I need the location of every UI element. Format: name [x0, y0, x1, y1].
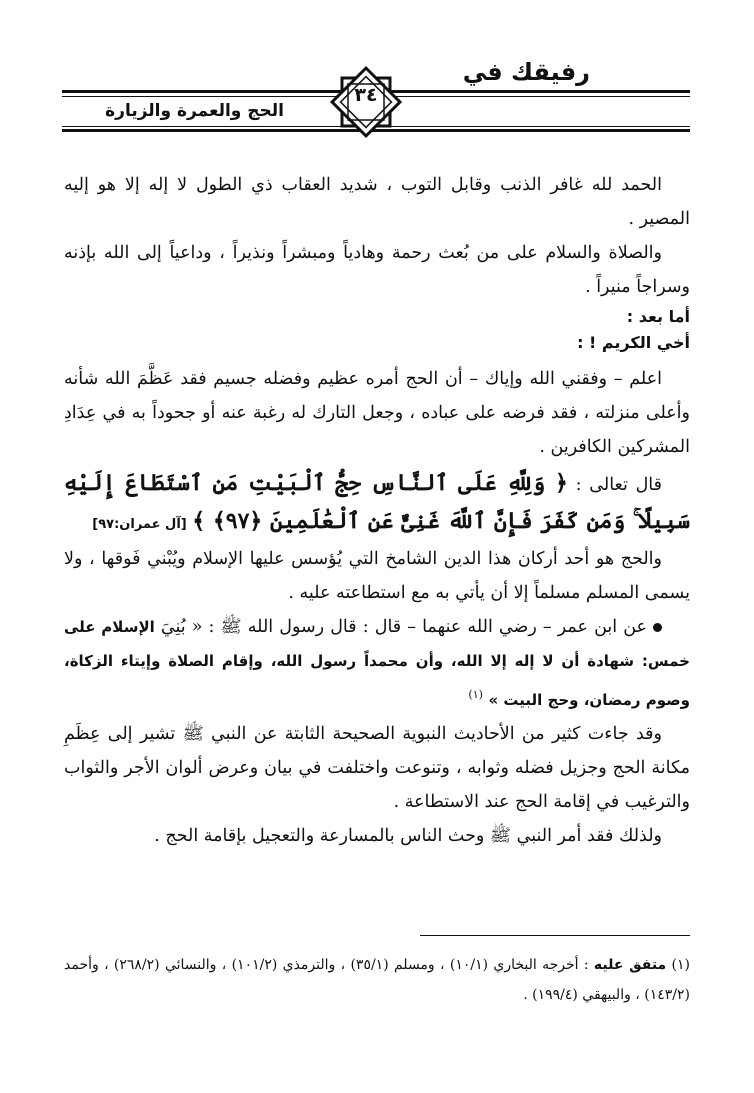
paragraph: اعلم – وفقني الله وإياك – أن الحج أمره عظيم وفضله جسيم فقد عَظَّمَ الله شأنه وأعلى منزلته ، فقد فرضه على عباده ، وجعل التارك له رغبة عنه أو جحوداً به في عِدَادِ المشركين الكافرين .	[64, 369, 690, 457]
section-heading: أخي الكريم ! :	[577, 333, 690, 352]
footnote	[64, 950, 690, 1010]
page-number-badge	[328, 64, 404, 140]
paragraph: ولذلك فقد أمر النبي ﷺ وحث الناس بالمسارعة والتعجيل بإقامة الحج .	[154, 825, 662, 846]
paragraph: وقد جاءت كثير من الأحاديث النبوية الصحيحة الثابتة عن النبي ﷺ تشير إلى عِظَمِ مكانة الحج وجزيل فضله وثوابه ، وتنوعت واختلفت في بيان وعرض ألوان الأجر والثواب والترغيب في إقامة الحج عند الاستطاعة .	[64, 723, 690, 812]
footnote-label: متفق عليه	[593, 957, 667, 973]
footnote-separator	[420, 935, 690, 936]
paragraph: والحج هو أحد أركان هذا الدين الشامخ التي يُؤسس عليها الإسلام ويُبْني فَوقها ، ولا يسمى المسلم مسلماً إلا أن يأتي به مع استطاعته عليه .	[64, 549, 690, 603]
verse-intro: قال تعالى :	[575, 475, 662, 495]
bullet-icon	[653, 623, 662, 632]
page-number: ٣٤	[354, 84, 378, 106]
section-heading: أما بعد :	[626, 307, 690, 326]
footnote-text: : أخرجه البخاري (١٠/١) ، ومسلم (٣٥/١) ، والترمذي (١٠١/٢) ، والنسائي (٢٦٨/٢) ، وأحمد (١٤٣/٢) ، والبيهقي (١٩٩/٤) .	[64, 957, 690, 1003]
footnote-marker: (١)	[468, 688, 483, 701]
verse-text: ﴿ وَلِلَّهِ عَلَى ٱلنَّاسِ حِجُّ ٱلْبَيْتِ مَنِ ٱسْتَطَاعَ إِلَيْهِ سَبِيلًا ۚ وَمَن كَفَرَ فَإِنَّ ٱللَّهَ غَنِىٌّ عَنِ ٱلْعَٰلَمِينَ ﴿٩٧﴾ ﴾	[64, 470, 690, 534]
paragraph: الحمد لله غافر الذنب وقابل التوب ، شديد العقاب ذي الطول لا إله إلا هو إليه المصير .	[64, 175, 690, 229]
verse-reference: [آل عمران:٩٧]	[92, 517, 187, 532]
footnotes	[64, 950, 690, 1010]
running-header-title: رفيقك في	[462, 58, 590, 86]
main-text	[64, 168, 690, 853]
hadith-intro: عن ابن عمر – رضي الله عنهما – قال : قال رسول الله ﷺ : « بُنِيَ	[160, 617, 647, 637]
quran-verse	[64, 464, 690, 542]
hadith-paragraph	[64, 610, 690, 717]
running-header-subtitle: الحج والعمرة والزيارة	[105, 101, 284, 121]
hadith-text: الإسلام على خمس: شهادة أن لا إله إلا الله، وأن محمداً رسول الله، وإقام الصلاة وإيتاء الزكاة، وصوم رمضان، وحج البيت »	[64, 618, 690, 709]
footnote-number: (١)	[671, 957, 691, 973]
paragraph: والصلاة والسلام على من بُعث رحمة وهادياً ومبشراً ونذيراً ، وداعياً إلى الله بإذنه وسراجاً منيراً .	[64, 243, 690, 297]
